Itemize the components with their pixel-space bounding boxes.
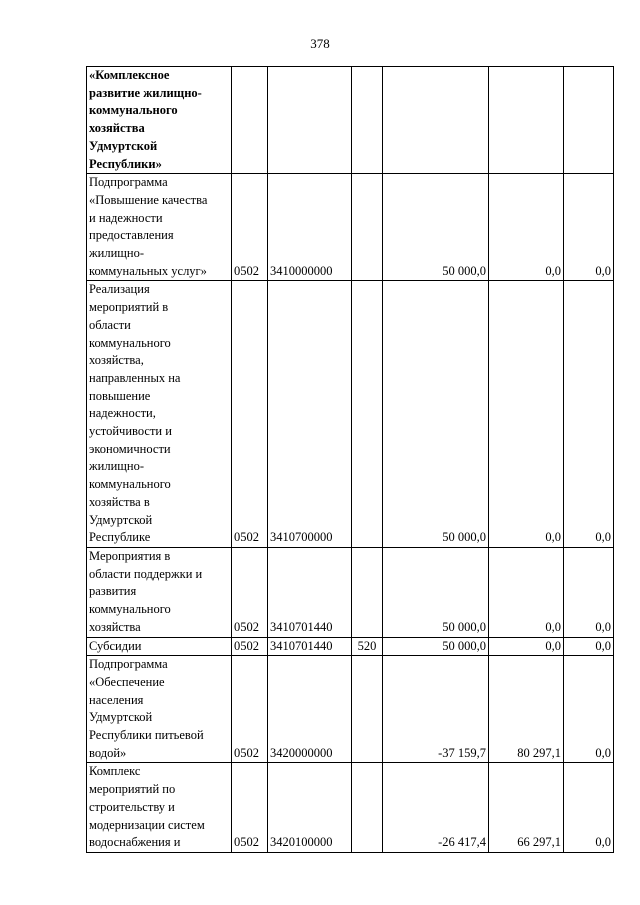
amount-1: -37 159,7 (383, 656, 489, 763)
row-name-line: области (89, 317, 131, 332)
budget-table-body (87, 67, 614, 853)
amount-3: 0,0 (564, 637, 614, 656)
expense-type-code (352, 547, 383, 637)
amount-3: 0,0 (564, 281, 614, 548)
table-row (87, 281, 614, 548)
table-row (87, 656, 614, 763)
row-name-line: хозяйства в (89, 494, 150, 509)
amount-1: -26 417,4 (383, 763, 489, 853)
row-name-line: Удмуртской (89, 512, 153, 527)
page-number: 378 (310, 36, 330, 51)
target-article-code: 3420000000 (268, 656, 352, 763)
row-name-line: Реализация (89, 282, 150, 297)
amount-1: 50 000,0 (383, 174, 489, 281)
row-name-line: области поддержки и (89, 566, 203, 581)
row-name-line: надежности, (89, 406, 156, 421)
row-name-line: Республике (89, 530, 151, 545)
target-article-code: 3410701440 (268, 637, 352, 656)
target-article-code: 3410000000 (268, 174, 352, 281)
expense-type-code (352, 763, 383, 853)
row-name-line: модернизации систем (89, 817, 205, 832)
row-name-line: Подпрограмма (89, 175, 168, 190)
amount-1: 50 000,0 (383, 547, 489, 637)
amount-2: 0,0 (489, 637, 564, 656)
row-name-line: развития (89, 584, 137, 599)
amount-1: 50 000,0 (383, 637, 489, 656)
row-name-line: Подпрограмма (89, 657, 168, 672)
amount-2: 0,0 (489, 281, 564, 548)
row-name-line: Комплекс (89, 764, 141, 779)
row-name-line: жилищно- (89, 459, 144, 474)
row-name-line: «Комплексное (89, 68, 170, 82)
expense-type-code (352, 67, 383, 174)
row-name (87, 656, 232, 763)
row-name-line: развитие жилищно- (89, 85, 202, 100)
row-name-line: Субсидии (89, 638, 142, 653)
row-name-line: водой» (89, 745, 127, 760)
expense-type-code: 520 (352, 637, 383, 656)
table-row (87, 763, 614, 853)
section-code: 0502 (232, 763, 268, 853)
row-name-line: населения (89, 692, 144, 707)
row-name-line: «Повышение качества (89, 192, 208, 207)
row-name-line: Удмуртской (89, 138, 158, 153)
table-row (87, 67, 614, 174)
section-code: 0502 (232, 656, 268, 763)
expense-type-code (352, 174, 383, 281)
row-name (87, 281, 232, 548)
target-article-code: 3410701440 (268, 547, 352, 637)
table-row (87, 547, 614, 637)
row-name (87, 174, 232, 281)
target-article-code (268, 67, 352, 174)
section-code: 0502 (232, 547, 268, 637)
expense-type-code (352, 656, 383, 763)
row-name-line: «Обеспечение (89, 674, 165, 689)
row-name-line: и надежности (89, 210, 163, 225)
section-code (232, 67, 268, 174)
amount-3 (564, 67, 614, 174)
amount-3: 0,0 (564, 763, 614, 853)
table-row (87, 174, 614, 281)
row-name (87, 763, 232, 853)
row-name-line: устойчивости и (89, 424, 172, 439)
row-name-line: хозяйства (89, 121, 145, 136)
row-name (87, 637, 232, 656)
row-name-line: мероприятий по (89, 782, 176, 797)
row-name-line: коммунального (89, 335, 171, 350)
row-name-line: жилищно- (89, 246, 144, 261)
row-name-line: мероприятий в (89, 300, 169, 315)
amount-1: 50 000,0 (383, 281, 489, 548)
section-code: 0502 (232, 281, 268, 548)
row-name (87, 67, 232, 174)
amount-2: 80 297,1 (489, 656, 564, 763)
row-name-line: Мероприятия в (89, 548, 171, 563)
row-name-line: хозяйства (89, 619, 141, 634)
row-name-line: экономичности (89, 441, 171, 456)
target-article-code: 3420100000 (268, 763, 352, 853)
table-row (87, 637, 614, 656)
amount-3: 0,0 (564, 656, 614, 763)
row-name-line: строительству и (89, 799, 175, 814)
amount-2 (489, 67, 564, 174)
row-name-line: направленных на (89, 370, 181, 385)
amount-2: 0,0 (489, 174, 564, 281)
expense-type-code (352, 281, 383, 548)
row-name-line: коммунального (89, 477, 171, 492)
section-code: 0502 (232, 174, 268, 281)
row-name-line: повышение (89, 388, 151, 403)
section-code: 0502 (232, 637, 268, 656)
row-name-line: коммунального (89, 103, 178, 118)
amount-3: 0,0 (564, 547, 614, 637)
amount-1 (383, 67, 489, 174)
row-name-line: Республики питьевой (89, 728, 204, 743)
row-name (87, 547, 232, 637)
row-name-line: хозяйства, (89, 353, 144, 368)
budget-table (86, 66, 614, 853)
amount-2: 66 297,1 (489, 763, 564, 853)
amount-2: 0,0 (489, 547, 564, 637)
row-name-line: предоставления (89, 228, 174, 243)
row-name-line: Республики» (89, 156, 162, 171)
row-name-line: водоснабжения и (89, 835, 181, 850)
row-name-line: коммунальных услуг» (89, 263, 207, 278)
amount-3: 0,0 (564, 174, 614, 281)
row-name-line: коммунального (89, 602, 171, 617)
row-name-line: Удмуртской (89, 710, 153, 725)
target-article-code: 3410700000 (268, 281, 352, 548)
